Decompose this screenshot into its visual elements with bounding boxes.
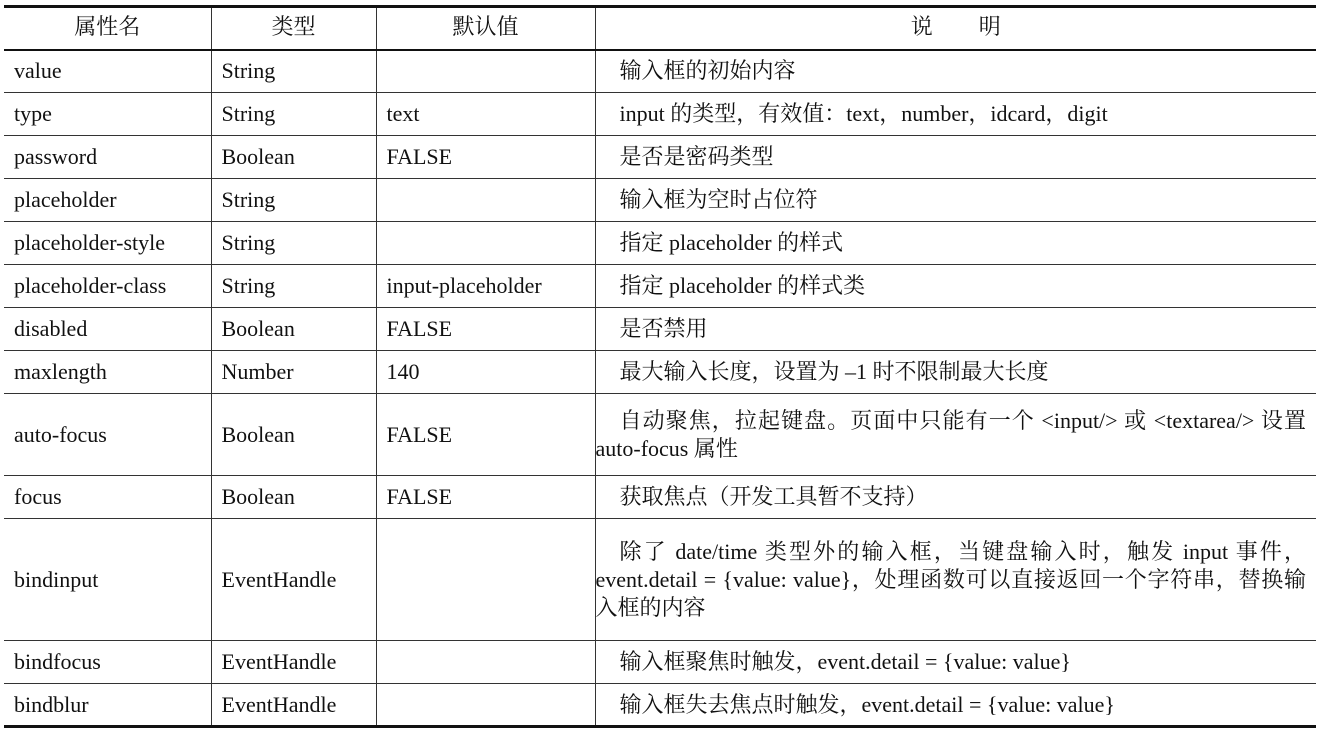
header-row	[4, 7, 1316, 50]
cell-default: FALSE	[376, 136, 595, 179]
cell-type: String	[211, 222, 376, 265]
cell-description: 输入框为空时占位符	[595, 179, 1316, 222]
cell-name: type	[14, 101, 52, 126]
cell-default	[376, 641, 595, 684]
header-description-text: 说明	[910, 15, 1047, 41]
cell-type: EventHandle	[211, 684, 376, 727]
cell-default	[376, 50, 595, 93]
cell-default: input-placeholder	[376, 265, 595, 308]
cell-description: 是否是密码类型	[595, 136, 1316, 179]
cell-name: bindinput	[14, 566, 99, 592]
cell-name: placeholder-class	[14, 273, 167, 298]
cell-type: String	[211, 179, 376, 222]
cell-type: Boolean	[211, 476, 376, 519]
cell-type: Boolean	[211, 308, 376, 351]
cell-name: password	[14, 144, 98, 169]
cell-description: 自动聚焦，拉起键盘。页面中只能有一个 <input/> 或 <textarea/> 设置 auto-focus 属性	[595, 394, 1316, 476]
cell-name: placeholder-style	[14, 230, 166, 255]
table-row	[4, 222, 1316, 265]
cell-default: FALSE	[376, 476, 595, 519]
cell-default	[376, 519, 595, 641]
cell-type: EventHandle	[211, 519, 376, 641]
cell-description: 指定 placeholder 的样式类	[595, 265, 1316, 308]
table-row	[4, 93, 1316, 136]
cell-description: 输入框失去焦点时触发，event.detail = {value: value}	[595, 684, 1316, 727]
table-row	[4, 50, 1316, 93]
table-row	[4, 684, 1316, 727]
table-row	[4, 476, 1316, 519]
cell-name: bindfocus	[14, 649, 101, 674]
cell-default: FALSE	[376, 308, 595, 351]
header-name: 属性名	[74, 15, 141, 41]
cell-default	[376, 222, 595, 265]
cell-description: 输入框的初始内容	[595, 50, 1316, 93]
properties-table	[4, 5, 1316, 728]
cell-description: input 的类型，有效值：text，number，idcard，digit	[595, 93, 1316, 136]
cell-name: maxlength	[14, 359, 107, 384]
cell-default	[376, 179, 595, 222]
header-description	[595, 7, 1316, 50]
cell-description: 输入框聚焦时触发，event.detail = {value: value}	[595, 641, 1316, 684]
cell-name: auto-focus	[14, 421, 107, 447]
cell-default: FALSE	[376, 394, 595, 476]
cell-type: Boolean	[211, 394, 376, 476]
cell-type: String	[211, 50, 376, 93]
table-row	[4, 179, 1316, 222]
cell-description: 最大输入长度，设置为 –1 时不限制最大长度	[595, 351, 1316, 394]
cell-type: Boolean	[211, 136, 376, 179]
cell-type: EventHandle	[211, 641, 376, 684]
cell-default: 140	[376, 351, 595, 394]
cell-name: focus	[14, 484, 62, 509]
table-row	[4, 641, 1316, 684]
cell-description: 是否禁用	[595, 308, 1316, 351]
table-row	[4, 308, 1316, 351]
cell-default: text	[376, 93, 595, 136]
table-row	[4, 394, 1316, 476]
cell-default	[376, 684, 595, 727]
cell-description: 除了 date/time 类型外的输入框，当键盘输入时，触发 input 事件，event.detail = {value: value}，处理函数可以直接返回一个字符串，替换输入框的内容	[595, 519, 1316, 641]
table-row	[4, 265, 1316, 308]
cell-name: disabled	[14, 316, 88, 341]
cell-name: value	[14, 58, 62, 84]
cell-type: String	[211, 93, 376, 136]
cell-name: bindblur	[14, 691, 89, 717]
header-default: 默认值	[376, 7, 595, 50]
cell-name: placeholder	[14, 187, 117, 212]
table-row	[4, 351, 1316, 394]
cell-description: 指定 placeholder 的样式	[595, 222, 1316, 265]
table-row	[4, 519, 1316, 641]
cell-type: String	[211, 265, 376, 308]
cell-type: Number	[211, 351, 376, 394]
header-type: 类型	[211, 7, 376, 50]
cell-description: 获取焦点（开发工具暂不支持）	[595, 476, 1316, 519]
table-row	[4, 136, 1316, 179]
